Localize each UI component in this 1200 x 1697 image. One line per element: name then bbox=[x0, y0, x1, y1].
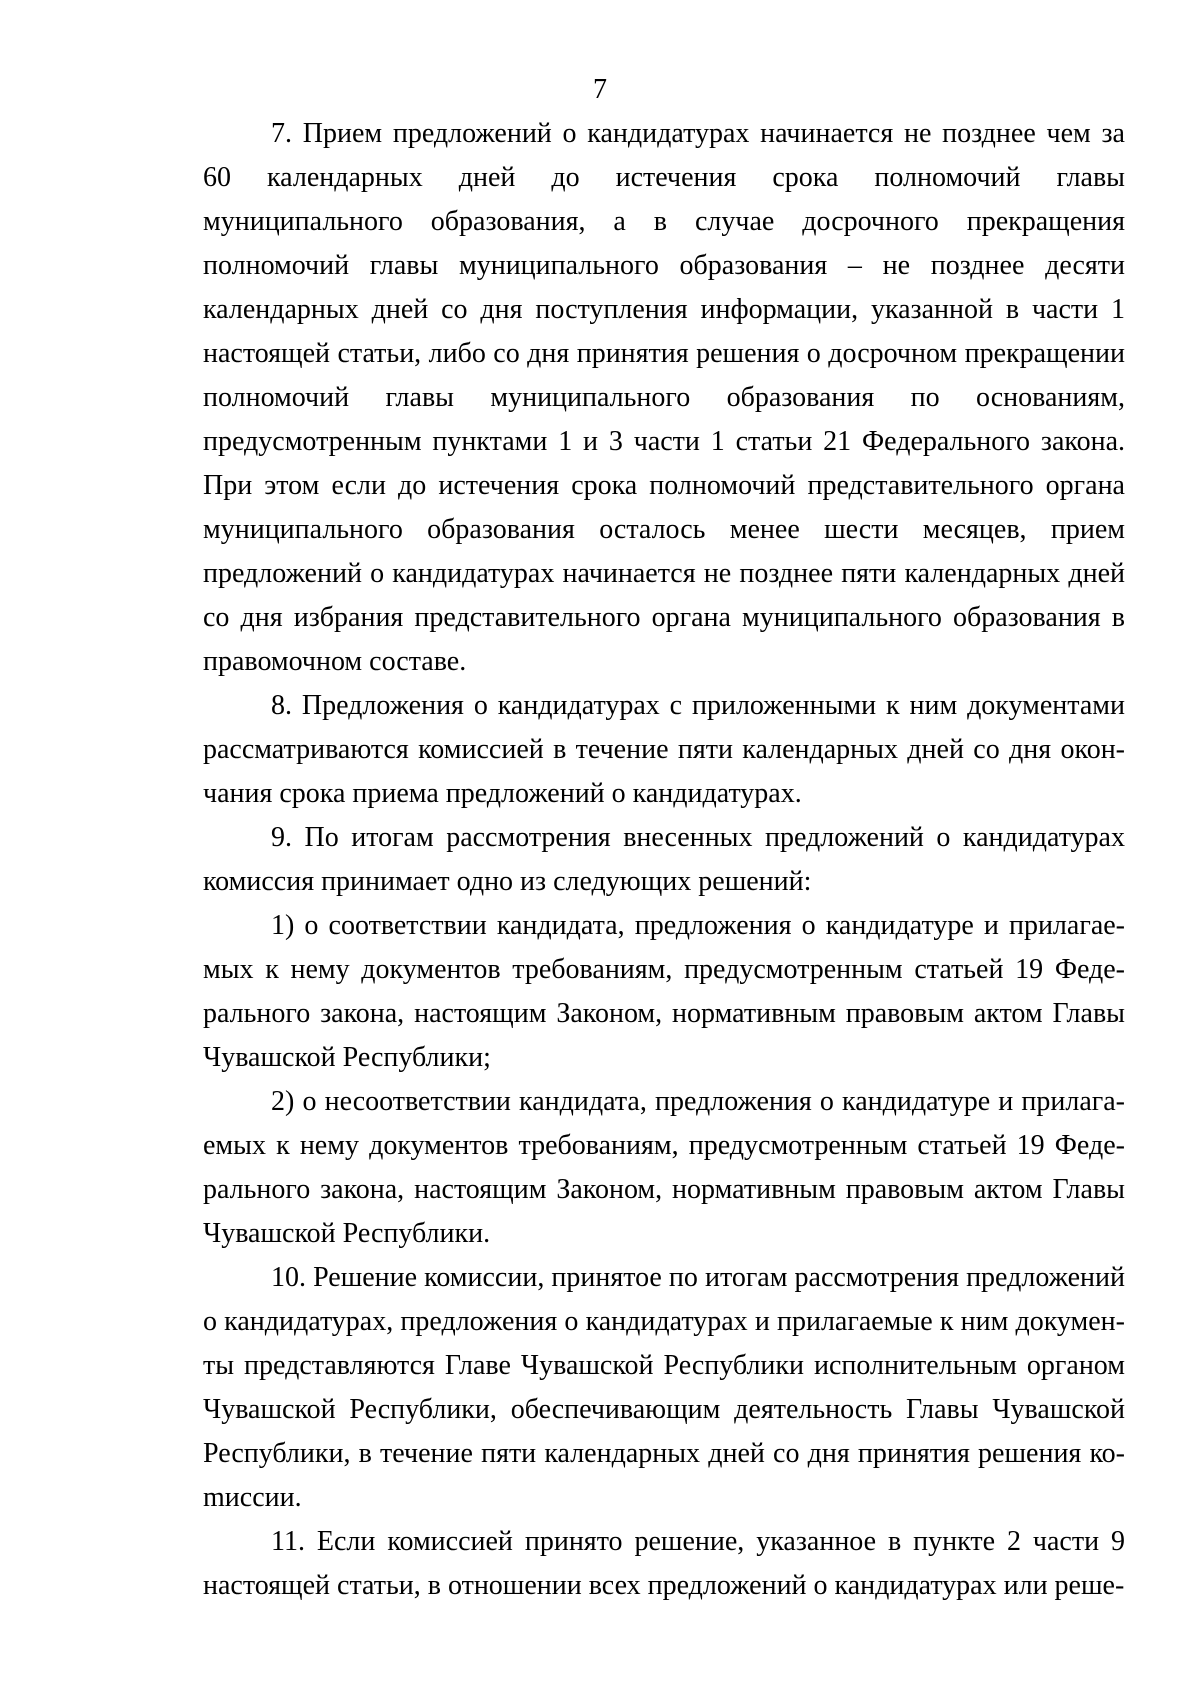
paragraph-9: 9. По итогам рассмотрения внесенных предложений о кандидатурах комиссия принимает одно из следующих решений: bbox=[203, 822, 1125, 897]
page-number: 7 bbox=[593, 74, 607, 105]
paragraph-7: 7. Прием предложений о кандидатурах начинается не позднее чем за 60 календарных дней до истечения срока полномочий главы муниципального образования, а в случае досрочного прекращения полномочий главы муниципального образования – не позднее десяти календарных дней со дня поступления информации, указанной в части 1 настоящей статьи, либо со дня принятия решения о досрочном прекращении полномочий главы муниципального образования по основаниям, предусмотренным пунктами 1 и 3 части 1 статьи 21 Федерального закона. При этом если до истечения срока полномочий представительного органа муниципального образования осталось менее шести месяцев, прием предложений о кандидатурах начинается не позднее пяти календарных дней со дня избрания представительного органа муниципального образования в правомочном составе. bbox=[203, 118, 1125, 677]
paragraph-8: 8. Предложения о кандидатурах с приложенными к ним документами рассматриваются комиссией в течение пяти календарных дней со дня окончания срока приема предложений о кандидатурах. bbox=[203, 690, 1125, 809]
paragraph-9-item-1: 1) о соответствии кандидата, предложения о кандидатуре и прилагаемых к нему документов требованиям, предусмотренным статьей 19 Федерального закона, настоящим Законом, нормативным правовым актом Главы Чувашской Республики; bbox=[203, 910, 1125, 1073]
document-body bbox=[203, 112, 1125, 1608]
paragraph-11: 11. Если комиссией принято решение, указанное в пункте 2 части 9 настоящей статьи, в отношении всех предложений о кандидатурах или реше- bbox=[203, 1526, 1125, 1601]
paragraph-10: 10. Решение комиссии, принятое по итогам рассмотрения предложений о кандидатурах, предложения о кандидатурах и прилагаемые к ним документы представляются Главе Чувашской Республики исполнительным органом Чувашской Республики, обеспечивающим деятельность Главы Чувашской Республики, в течение пяти календарных дней со дня принятия решения коmиссии. bbox=[203, 1262, 1125, 1513]
paragraph-9-item-2: 2) о несоответствии кандидата, предложения о кандидатуре и прилагаемых к нему документов требованиям, предусмотренным статьей 19 Федерального закона, настоящим Законом, нормативным правовым актом Главы Чувашской Республики. bbox=[203, 1086, 1125, 1249]
